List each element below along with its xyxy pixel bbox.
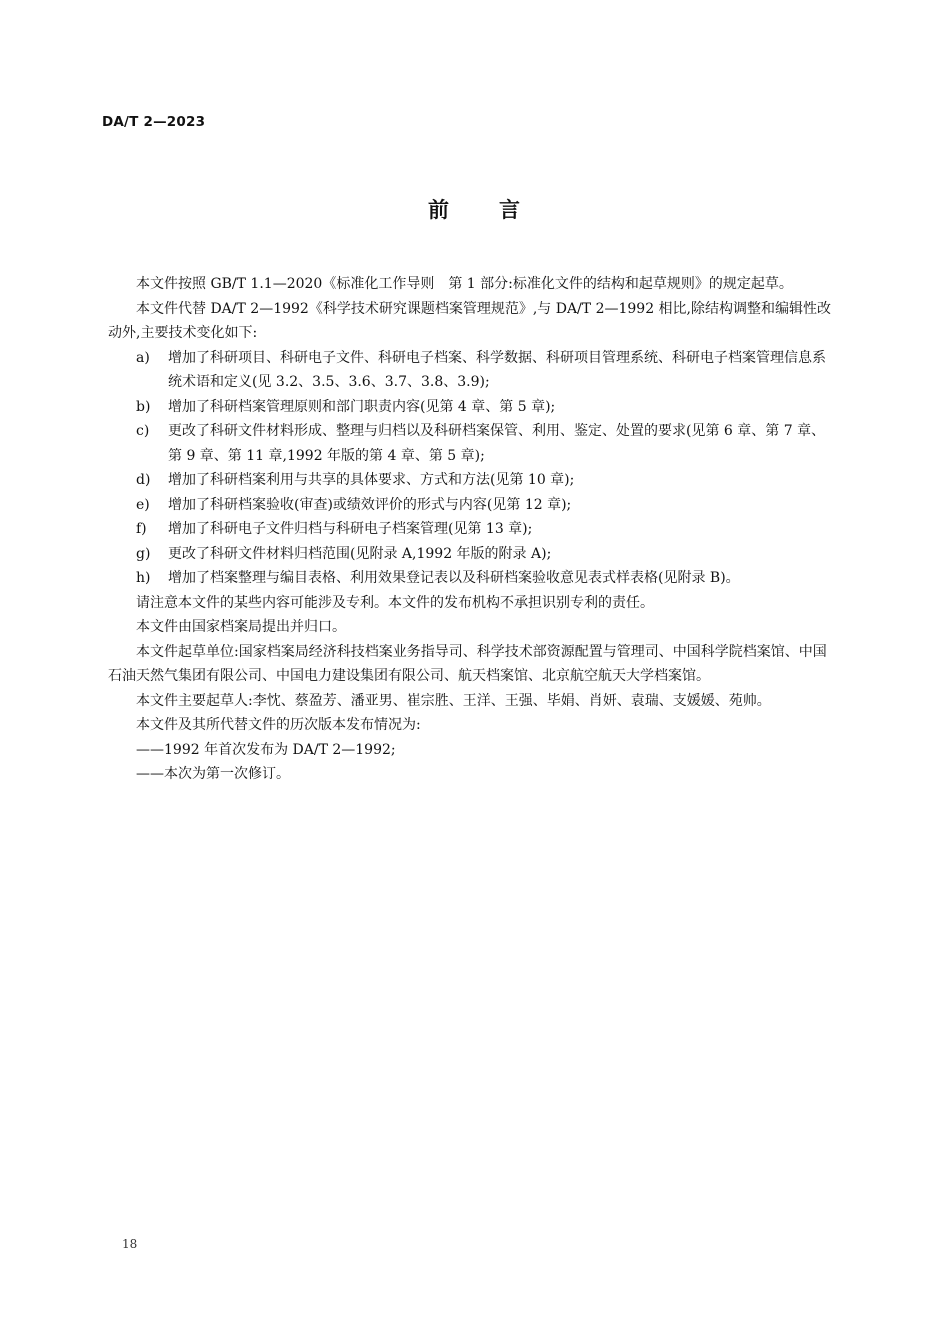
list-item <box>136 468 838 493</box>
list-item-text: 增加了科研档案利用与共享的具体要求、方式和方法(见第 10 章); <box>168 472 575 488</box>
list-item <box>136 566 838 591</box>
list-marker: h) <box>136 570 151 586</box>
list-marker: c) <box>136 423 150 439</box>
list-marker: a) <box>136 349 150 366</box>
history-item-1: ——1992 年首次发布为 DA/T 2—1992; <box>136 741 396 758</box>
list-marker: g) <box>136 545 151 562</box>
list-item <box>136 493 838 518</box>
paragraph-basis: 本文件按照 GB/T 1.1—2020《标准化工作导则 第 1 部分:标准化文件的结构和起草规则》的规定起草。 <box>136 276 793 292</box>
document-body <box>108 272 838 787</box>
list-item-text: 增加了科研档案验收(审查)或绩效评价的形式与内容(见第 12 章); <box>168 496 572 513</box>
list-item-text: 增加了科研电子文件归档与科研电子档案管理(见第 13 章); <box>168 521 533 537</box>
title-part-2: 言 <box>499 198 522 222</box>
history-item-2: ——本次为第一次修订。 <box>136 766 290 782</box>
paragraph-history-intro: 本文件及其所代替文件的历次版本发布情况为: <box>136 717 421 733</box>
paragraph-drafting-units: 本文件起草单位:国家档案局经济科技档案业务指导司、科学技术部资源配置与管理司、中国科学院档案馆、中国石油天然气集团有限公司、中国电力建设集团有限公司、航天档案馆、北京航空航天大学档案馆。 <box>108 643 827 684</box>
paragraph-drafters: 本文件主要起草人:李忱、蔡盈芳、潘亚男、崔宗胜、王洋、王强、毕娟、肖妍、袁瑞、支媛媛、苑帅。 <box>136 692 771 709</box>
page-number: 18 <box>122 1237 138 1251</box>
list-item <box>136 346 838 395</box>
title-part-1: 前 <box>428 198 451 222</box>
change-list <box>136 346 838 591</box>
list-item-text: 增加了科研项目、科研电子文件、科研电子档案、科学数据、科研项目管理系统、科研电子档案管理信息系统术语和定义(见 3.2、3.5、3.6、3.7、3.8、3.9); <box>168 349 826 390</box>
list-item-text: 增加了科研档案管理原则和部门职责内容(见第 4 章、第 5 章); <box>168 398 556 415</box>
list-marker: f) <box>136 521 147 537</box>
list-item <box>136 542 838 567</box>
list-marker: e) <box>136 496 150 513</box>
paragraph-patent: 请注意本文件的某些内容可能涉及专利。本文件的发布机构不承担识别专利的责任。 <box>136 594 654 611</box>
paragraph-proposer: 本文件由国家档案局提出并归口。 <box>136 619 346 635</box>
list-marker: d) <box>136 472 151 488</box>
list-item-text: 更改了科研文件材料归档范围(见附录 A,1992 年版的附录 A); <box>168 545 552 562</box>
list-item-text: 增加了档案整理与编目表格、利用效果登记表以及科研档案验收意见表式样表格(见附录 B)。 <box>168 570 740 586</box>
list-marker: b) <box>136 398 151 415</box>
list-item-text: 更改了科研文件材料形成、整理与归档以及科研档案保管、利用、鉴定、处置的要求(见第 6 章、第 7 章、第 9 章、第 11 章,1992 年版的第 4 章、第 5 章); <box>168 423 826 464</box>
paragraph-replacement: 本文件代替 DA/T 2—1992《科学技术研究课题档案管理规范》,与 DA/T 2—1992 相比,除结构调整和编辑性改动外,主要技术变化如下: <box>108 300 832 341</box>
page-title <box>0 194 950 224</box>
document-code: DA/T 2—2023 <box>102 114 206 130</box>
list-item <box>136 419 838 468</box>
list-item <box>136 395 838 420</box>
list-item <box>136 517 838 542</box>
